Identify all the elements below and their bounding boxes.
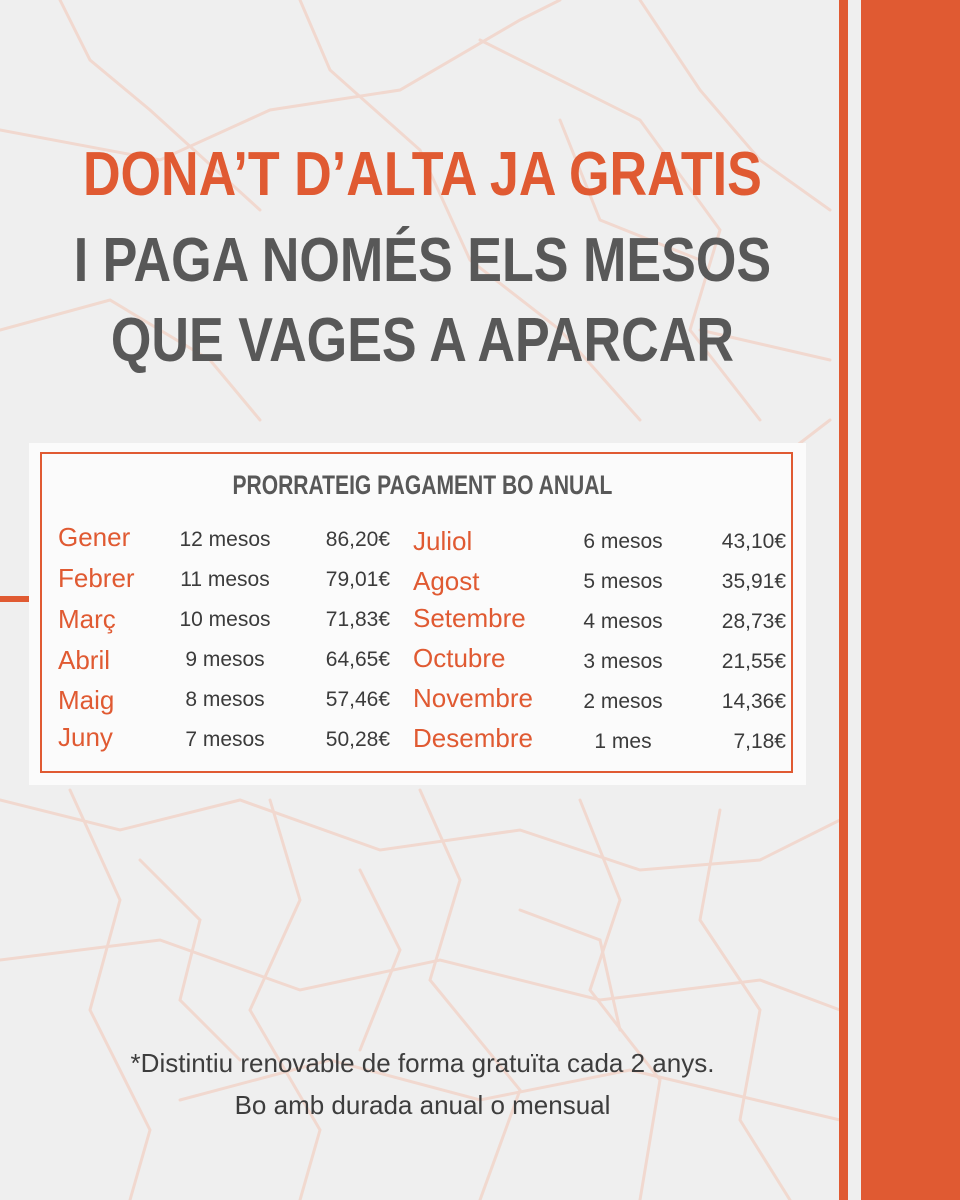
price: 43,10€ <box>721 530 786 553</box>
months-count: 5 mesos <box>583 570 663 593</box>
footnote-line-2: Bo amb durada anual o mensual <box>234 1090 611 1120</box>
price: 50,28€ <box>325 728 390 751</box>
accent-stripe-thin <box>839 0 848 1200</box>
price: 14,36€ <box>721 690 786 713</box>
price: 28,73€ <box>721 610 786 633</box>
table-row <box>0 681 840 721</box>
month-name: Març <box>58 604 116 634</box>
price: 7,18€ <box>733 730 786 753</box>
months-count: 4 mesos <box>583 610 663 633</box>
month-name: Agost <box>413 566 480 596</box>
headline-line-1: DONA’T D’ALTA JA GRATIS <box>82 140 762 209</box>
months-count: 6 mesos <box>583 530 663 553</box>
months-count: 8 mesos <box>185 688 265 711</box>
table-row <box>0 721 840 761</box>
price-table-title: PRORRATEIG PAGAMENT BO ANUAL <box>232 470 613 500</box>
months-count: 9 mesos <box>185 648 265 671</box>
month-name: Setembre <box>413 603 526 633</box>
months-count: 2 mesos <box>583 690 663 713</box>
months-count: 12 mesos <box>179 528 271 551</box>
month-name: Novembre <box>413 683 533 713</box>
price: 79,01€ <box>325 568 390 591</box>
month-name: Juny <box>58 722 113 752</box>
months-count: 7 mesos <box>185 728 265 751</box>
months-count: 10 mesos <box>179 608 271 631</box>
headline-line-2: I PAGA NOMÉS ELS MESOS <box>73 226 772 295</box>
month-name: Octubre <box>413 643 506 673</box>
table-row <box>0 521 840 561</box>
month-name: Desembre <box>413 723 533 753</box>
month-name: Febrer <box>58 563 135 593</box>
month-name: Abril <box>58 645 111 675</box>
price: 86,20€ <box>325 528 390 551</box>
table-row <box>0 561 840 601</box>
months-count: 3 mesos <box>583 650 663 673</box>
price: 35,91€ <box>721 570 786 593</box>
headline-line-3: QUE VAGES A APARCAR <box>110 306 734 375</box>
months-count: 1 mes <box>594 730 652 753</box>
price: 64,65€ <box>325 648 390 671</box>
month-name: Maig <box>58 685 115 715</box>
price: 21,55€ <box>721 650 786 673</box>
accent-stripe-wide <box>861 0 960 1200</box>
table-row <box>0 641 840 681</box>
months-count: 11 mesos <box>180 568 270 591</box>
price: 71,83€ <box>325 608 390 631</box>
footnote-line-1: *Distintiu renovable de forma gratuïta cada 2 anys. <box>130 1048 715 1078</box>
month-name: Juliol <box>413 526 473 556</box>
table-row <box>0 601 840 641</box>
month-name: Gener <box>58 522 131 552</box>
price: 57,46€ <box>325 688 390 711</box>
